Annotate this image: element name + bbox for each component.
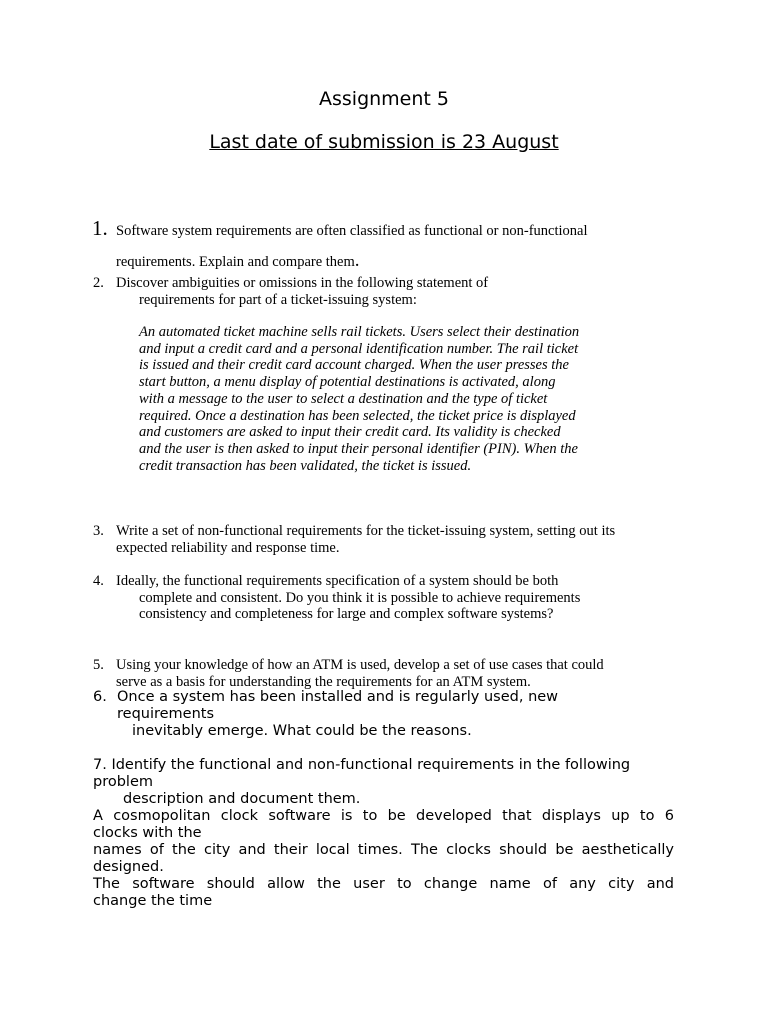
q7-body-line: clocks with the (93, 825, 202, 841)
q7-line-2: problem (93, 774, 153, 790)
q1-period: . (354, 250, 360, 271)
q1-line-2-text: requirements. Explain and compare them (116, 254, 355, 270)
quote-line: required. Once a destination has been selected, the ticket price is displayed (139, 407, 576, 424)
q5-line-1: Using your knowledge of how an ATM is used, develop a set of use cases that could (116, 657, 604, 673)
quote-line: start button, a menu display of potential destinations is activated, along (139, 374, 556, 391)
q2-quote (139, 324, 579, 474)
q4-number: 4. (93, 573, 104, 589)
q2-number: 2. (93, 275, 104, 291)
q7-body-line: The software should allow the user to change name of any city and (93, 876, 674, 892)
q3-line-2: expected reliability and response time. (116, 540, 340, 556)
quote-line: and input a credit card and a personal identification number. The rail ticket (139, 340, 579, 357)
q1-line-2 (116, 252, 360, 271)
quote-line: credit transaction has been validated, the ticket is issued. (139, 457, 472, 474)
q4-line-2: complete and consistent. Do you think it is possible to achieve requirements (139, 590, 581, 606)
q7-line-1: 7. Identify the functional and non-functional requirements in the following (93, 757, 631, 773)
quote-line: An automated ticket machine sells rail tickets. Users select their destination (139, 324, 580, 340)
page-title: Assignment 5 (319, 88, 449, 110)
q5-number: 5. (93, 657, 104, 673)
submission-deadline: Last date of submission is 23 August (209, 131, 559, 153)
q7-body-line: designed. (93, 859, 164, 875)
quote-line: and customers are asked to input their credit card. Its validity is checked (139, 424, 561, 441)
q4-line-3: consistency and completeness for large and complex software systems? (139, 606, 554, 622)
quote-line: with a message to the user to select a destination and the type of ticket (139, 390, 548, 407)
q7-body-line: names of the city and their local times. The clocks should be aesthetically (93, 842, 674, 858)
q2-line-2: requirements for part of a ticket-issuing system: (139, 292, 417, 308)
q1-line-1: Software system requirements are often classified as functional or non-functional (116, 223, 588, 239)
q6-number: 6. (93, 689, 107, 705)
quote-line: and the user is then asked to input their personal identifier (PIN). When the (139, 440, 578, 457)
q7-line-3: description and document them. (123, 791, 361, 807)
q6-line-2: requirements (117, 706, 215, 722)
q4-line-1: Ideally, the functional requirements specification of a system should be both (116, 573, 559, 589)
q6-line-1: Once a system has been installed and is regularly used, new (117, 689, 559, 705)
q3-line-1: Write a set of non-functional requirements for the ticket-issuing system, setting out its (116, 523, 616, 539)
q1-number: 1. (92, 216, 108, 240)
q7-body-line: A cosmopolitan clock software is to be developed that displays up to 6 (93, 808, 674, 824)
quote-line: is issued and their credit card account charged. When the user presses the (139, 357, 569, 374)
q5-line-2: serve as a basis for understanding the requirements for an ATM system. (116, 674, 531, 690)
q6-line-3: inevitably emerge. What could be the reasons. (132, 723, 472, 739)
q7-body-line: change the time (93, 893, 213, 909)
q3-number: 3. (93, 523, 104, 539)
q2-line-1: Discover ambiguities or omissions in the following statement of (116, 275, 489, 291)
